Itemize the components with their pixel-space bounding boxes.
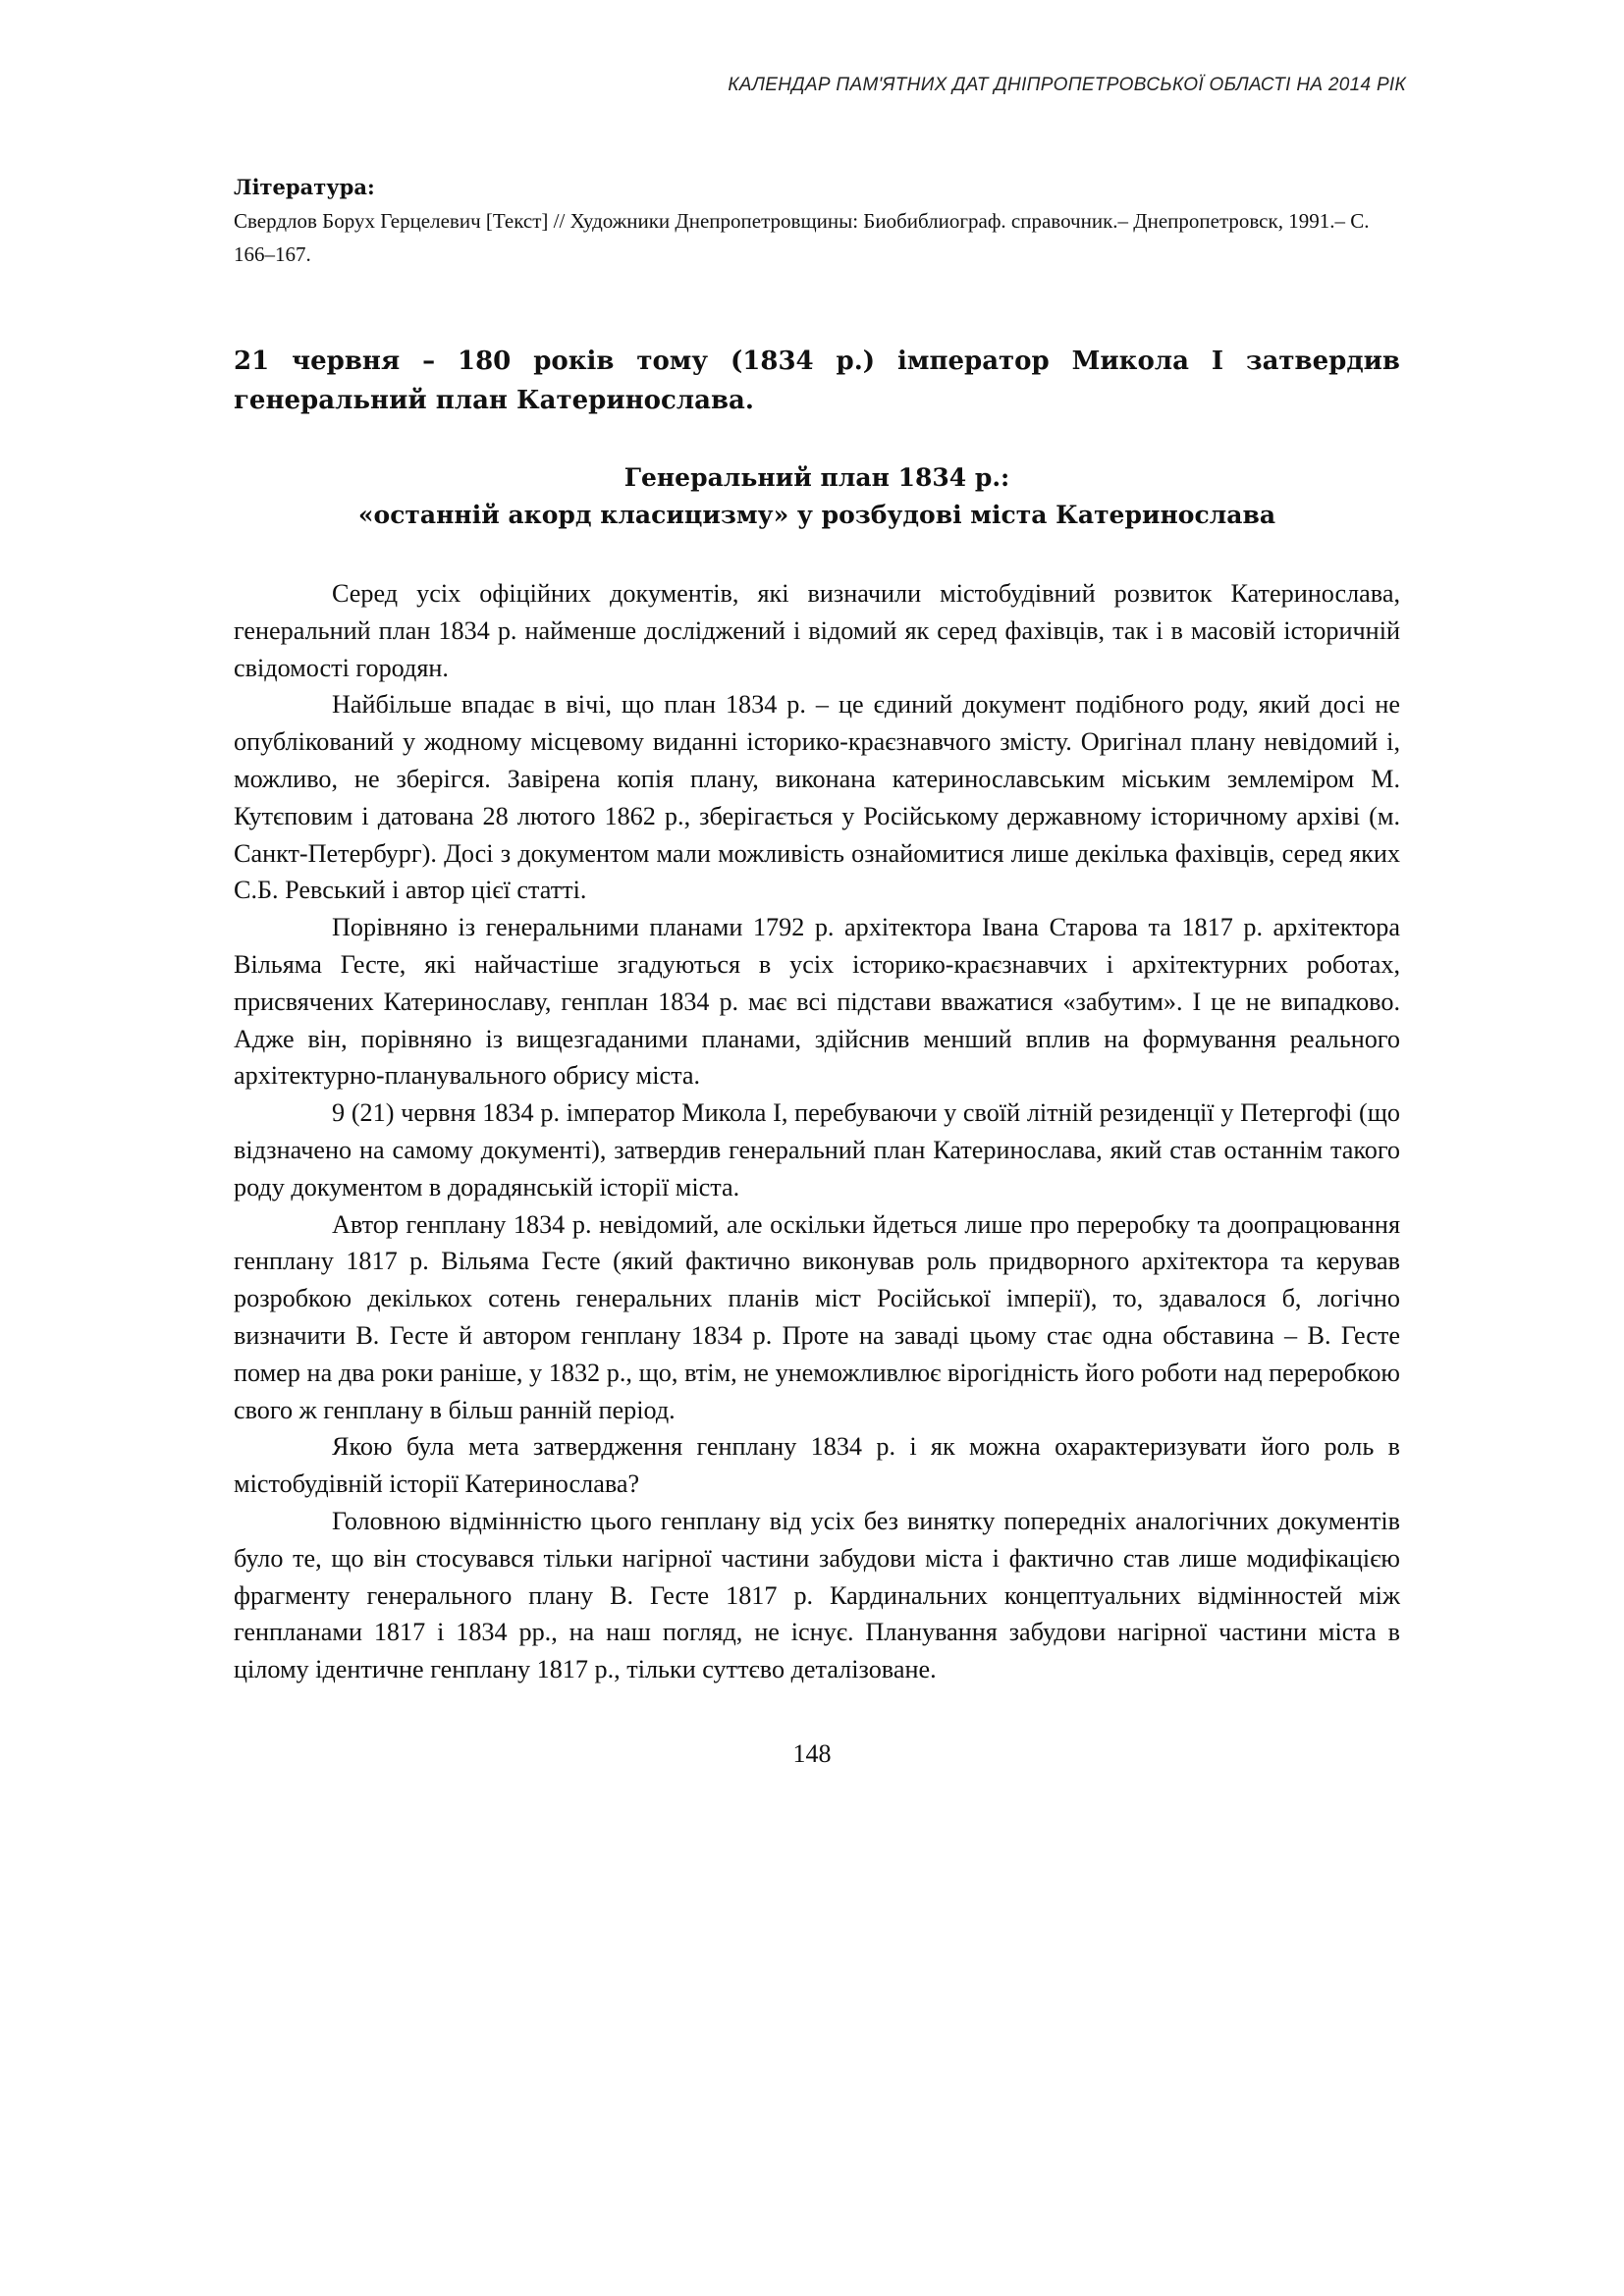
article-paragraph: Найбільше впадає в вічі, що план 1834 р. – це єдиний документ подібного роду, який досі не опублікований у жодному місцевому виданні історико-краєзнавчого змісту. Оригінал плану невідомий і, можливо, не зберігся. Завірена копія плану, виконана катеринославським міським землеміром М. Кутєповим і датована 28 лютого 1862 р., зберігається у Російському державному історичному архіві (м. Санкт-Петербург). Досі з документом мали можливість ознайомитися лише декілька фахівців, серед яких С.Б. Ревський і автор цієї статті.	[234, 690, 1400, 905]
event-heading: 21 червня – 180 років тому (1834 р.) імператор Микола І затвердив генеральний план Катеринослава.	[234, 347, 1400, 415]
page-content	[234, 171, 1400, 1688]
literature-entry: Свердлов Борух Герцелевич [Текст] // Художники Днепропетровщины: Биобиблиограф. справочник.– Днепропетровск, 1991.– С. 166–167.	[234, 209, 1370, 266]
article-title-line-1: Генеральний план 1834 р.:	[623, 463, 1010, 492]
article-title-line-2: «останній акорд класицизму» у розбудові міста Катеринослава	[357, 501, 1276, 529]
article-paragraph: Якою була мета затвердження генплану 1834 р. і як можна охарактеризувати його роль в містобудівній історії Катеринослава?	[234, 1432, 1400, 1499]
page-number: 148	[792, 1739, 832, 1768]
literature-heading: Література:	[234, 175, 375, 199]
article-paragraph: Серед усіх офіційних документів, які визначили містобудівний розвиток Катеринослава, генеральний план 1834 р. найменше досліджений і відомий як серед фахівців, так і в масовій історичній свідомості городян.	[234, 579, 1400, 682]
article-paragraph: Головною відмінністю цього генплану від усіх без винятку попередніх аналогічних документів було те, що він стосувався тільки нагірної частини забудови міста і фактично став лише модифікацією фрагменту генерального плану В. Гесте 1817 р. Кардинальних концептуальних відмінностей між генпланами 1817 і 1834 рр., на наш погляд, не існує. Планування забудови нагірної частини міста в цілому ідентичне генплану 1817 р., тільки суттєво деталізоване.	[234, 1506, 1400, 1684]
running-header: КАЛЕНДАР ПАМ'ЯТНИХ ДАТ ДНІПРОПЕТРОВСЬКОЇ ОБЛАСТІ НА 2014 РІК	[728, 75, 1406, 95]
literature-section	[234, 171, 1400, 271]
article-paragraph: Порівняно із генеральними планами 1792 р. архітектора Івана Старова та 1817 р. архітектора Вільяма Гесте, які найчастіше згадуються в усіх історико-краєзнавчих і архітектурних роботах, присвячених Катеринославу, генплан 1834 р. має всі підстави вважатися «забутим». І це не випадково. Адже він, порівняно із вищезгаданими планами, здійснив менший вплив на формування реального архітектурно-планувального обрису міста.	[234, 913, 1400, 1091]
article-paragraph: Автор генплану 1834 р. невідомий, але оскільки йдеться лише про переробку та доопрацювання генплану 1817 р. Вільяма Гесте (який фактично виконував роль придворного архітектора та керував розробкою декількох сотень генеральних планів міст Російської імперії), то, здавалося б, логічно визначити В. Гесте й автором генплану 1834 р. Проте на заваді цьому стає одна обставина – В. Гесте помер на два роки раніше, у 1832 р., що, втім, не унеможливлює вірогідність його роботи над переробкою свого ж генплану в більш ранній період.	[234, 1209, 1400, 1424]
article-body	[234, 575, 1400, 1688]
article-title	[234, 459, 1400, 534]
article-paragraph: 9 (21) червня 1834 р. імператор Микола І, перебуваючи у своїй літній резиденції у Петергофі (що відзначено на самому документі), затвердив генеральний план Катеринослава, який став останнім такого роду документом в дорадянській історії міста.	[234, 1098, 1400, 1201]
